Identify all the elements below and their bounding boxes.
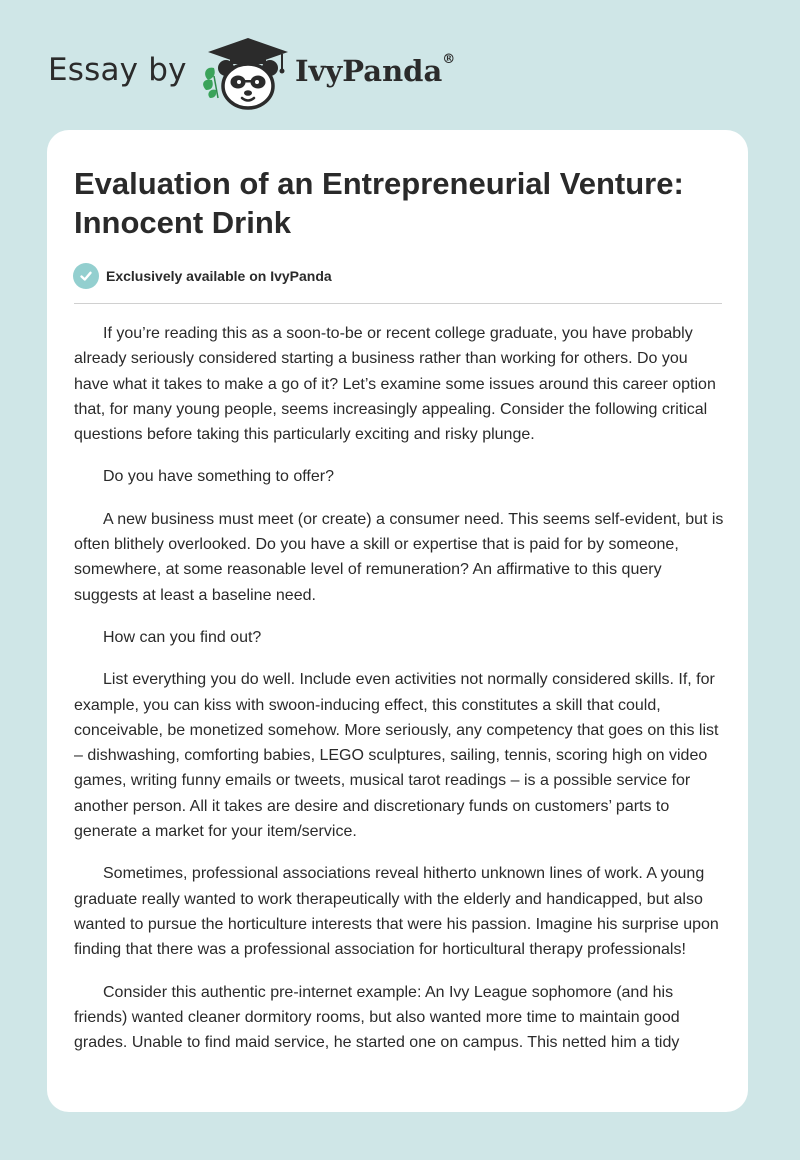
paragraph: A new business must meet (or create) a consumer need. This seems self-evident, but is often blithely overlooked. Do you have a skill or expertise that is paid for by someone, somewhere, at some reasonable level of remuneration? An affirmative to this query suggests at least a baseline need.	[74, 510, 724, 604]
paragraph: List everything you do well. Include even activities not normally considered skills. If, for example, you can kiss with swoon-inducing effect, this constitutes a skill that could, conceivable, be monetized somehow. More seriously, any competency that goes on this list – dishwashing, comforting babies, LEGO sculptures, sailing, tennis, scoring high on video games, writing funny emails or tweets, musical tarot readings – is a possible service for another person. All it takes are desire and discretionary funds on customers’ parts to generate a market for your item/service.	[74, 671, 719, 841]
paragraph: Do you have something to offer?	[103, 468, 334, 486]
check-icon	[73, 263, 99, 289]
essay-card	[47, 130, 748, 1112]
divider	[74, 303, 722, 304]
exclusive-label: Exclusively available on IvyPanda	[106, 268, 332, 284]
brand-name[interactable]: IvyPanda®	[295, 52, 456, 88]
essay-body	[74, 321, 724, 1072]
site-header	[48, 36, 568, 112]
paragraph: Sometimes, professional associations reveal hitherto unknown lines of work. A young graduate really wanted to work therapeutically with the elderly and handicapped, but also wanted to pursue the horticulture interests that were his passion. Imagine his surprise upon finding that there was a professional association for horticultural therapy professionals!	[74, 865, 719, 959]
registered-mark: ®	[442, 52, 456, 67]
panda-graduate-logo-icon[interactable]	[202, 36, 292, 112]
leaf-icon	[203, 68, 218, 98]
exclusive-badge	[73, 263, 332, 289]
essay-title: Evaluation of an Entrepreneurial Venture: Innocent Drink	[74, 166, 684, 240]
paragraph: How can you find out?	[103, 628, 262, 646]
paragraph: If you’re reading this as a soon-to-be or recent college graduate, you have probably already seriously considered starting a business rather than working for others. Do you have what it takes to make a go of it? Let’s examine some issues around this career option that, for many young people, seems increasingly appealing. Consider the following critical questions before taking this particularly exciting and risky plunge.	[74, 325, 716, 444]
paragraph: Consider this authentic pre-internet example: An Ivy League sophomore (and his friends) wanted cleaner dormitory rooms, but also wanted more time to maintain good grades. Unable to find maid service, he started one on campus. This netted him a tidy	[74, 983, 680, 1052]
brand-prefix: Essay by	[48, 52, 187, 88]
